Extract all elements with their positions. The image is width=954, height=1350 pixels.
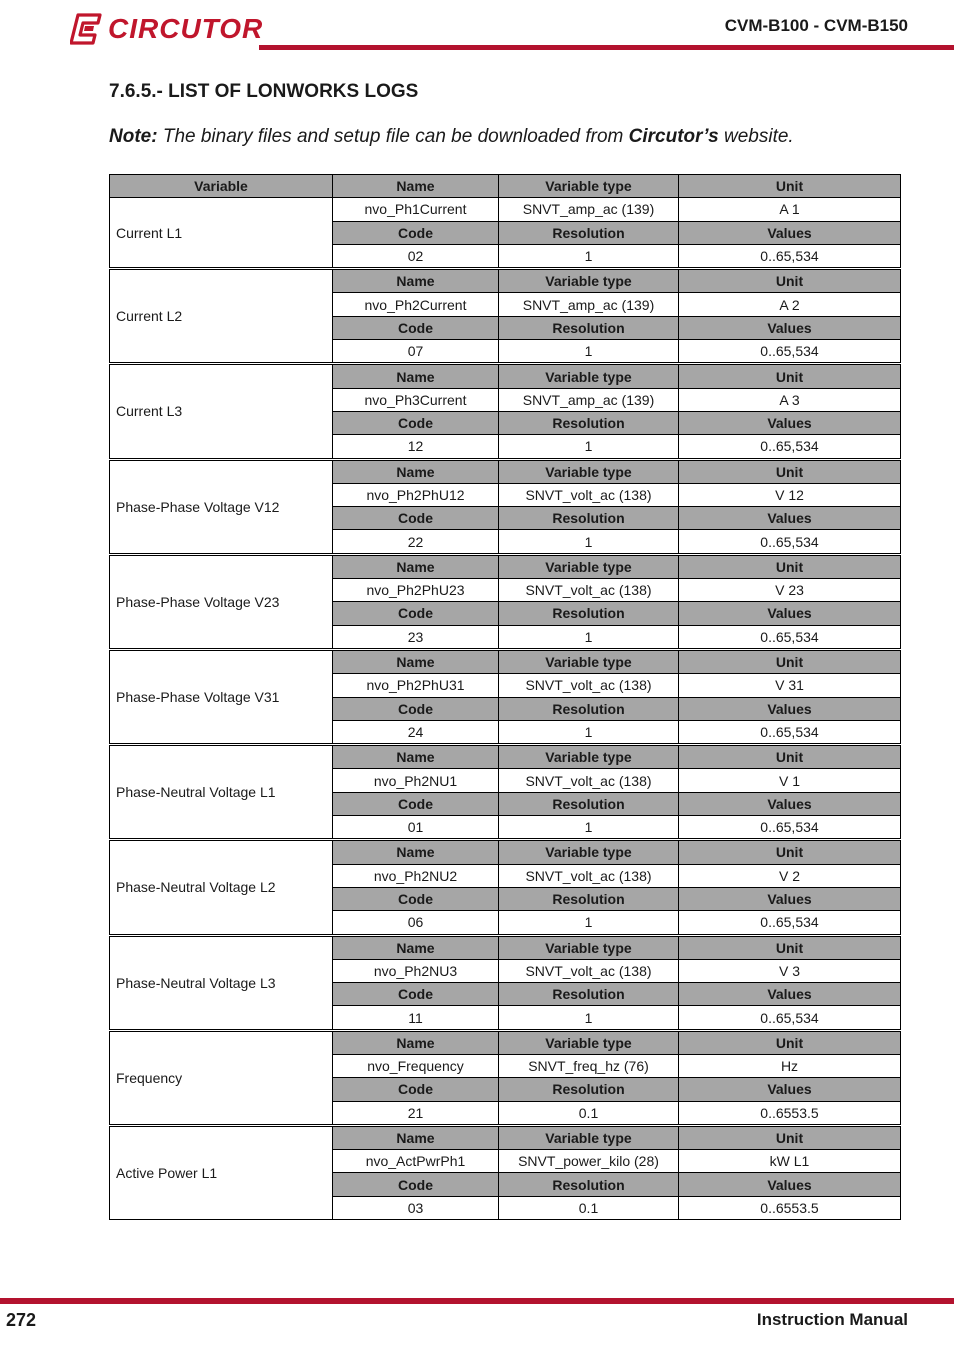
name-cell: nvo_Ph2Current <box>333 293 499 316</box>
resolution-header: Resolution <box>499 1173 679 1196</box>
code-cell: 06 <box>333 911 499 935</box>
variable-cell: Active Power L1 <box>110 1125 333 1219</box>
resolution-cell: 0.1 <box>499 1196 679 1219</box>
code-header: Code <box>333 983 499 1006</box>
unit-header: Unit <box>679 840 901 864</box>
values-cell: 0..65,534 <box>679 911 901 935</box>
values-cell: 0..6553.5 <box>679 1101 901 1125</box>
page-number: 272 <box>6 1310 37 1330</box>
name-header: Name <box>333 1030 499 1054</box>
values-cell: 0..6553.5 <box>679 1196 901 1219</box>
values-header: Values <box>679 983 901 1006</box>
unit-header: Unit <box>679 364 901 388</box>
note-label: Note: <box>109 126 158 147</box>
unit-cell: V 3 <box>679 959 901 982</box>
code-header: Code <box>333 411 499 434</box>
unit-header: Unit <box>679 935 901 959</box>
table-row <box>110 840 901 864</box>
variable-cell: Phase-Neutral Voltage L2 <box>110 840 333 935</box>
resolution-header: Resolution <box>499 983 679 1006</box>
name-cell: nvo_Frequency <box>333 1054 499 1077</box>
type-header: Variable type <box>499 269 679 293</box>
logo-text: CIRCUTOR <box>108 13 264 44</box>
unit-header: Unit <box>679 269 901 293</box>
resolution-header: Resolution <box>499 602 679 625</box>
table-row <box>110 935 901 959</box>
variable-header: Variable <box>110 175 333 198</box>
values-cell: 0..65,534 <box>679 625 901 649</box>
code-header: Code <box>333 221 499 244</box>
type-cell: SNVT_volt_ac (138) <box>499 959 679 982</box>
resolution-cell: 1 <box>499 911 679 935</box>
name-header: Name <box>333 554 499 578</box>
unit-header: Unit <box>679 1030 901 1054</box>
table-row <box>110 1030 901 1054</box>
unit-header: Unit <box>679 175 901 198</box>
note <box>109 126 794 148</box>
values-cell: 0..65,534 <box>679 530 901 554</box>
variable-cell: Current L3 <box>110 364 333 459</box>
name-header: Name <box>333 840 499 864</box>
values-cell: 0..65,534 <box>679 1006 901 1030</box>
code-cell: 23 <box>333 625 499 649</box>
resolution-header: Resolution <box>499 792 679 815</box>
name-header: Name <box>333 269 499 293</box>
type-cell: SNVT_volt_ac (138) <box>499 769 679 792</box>
unit-header: Unit <box>679 745 901 769</box>
variable-cell: Current L2 <box>110 269 333 364</box>
type-header: Variable type <box>499 649 679 673</box>
table-row <box>110 649 901 673</box>
resolution-cell: 0.1 <box>499 1101 679 1125</box>
resolution-cell: 1 <box>499 244 679 268</box>
type-cell: SNVT_volt_ac (138) <box>499 864 679 887</box>
code-cell: 07 <box>333 340 499 364</box>
name-header: Name <box>333 649 499 673</box>
values-cell: 0..65,534 <box>679 435 901 459</box>
name-cell: nvo_Ph3Current <box>333 388 499 411</box>
unit-cell: A 3 <box>679 388 901 411</box>
values-cell: 0..65,534 <box>679 244 901 268</box>
name-header: Name <box>333 745 499 769</box>
unit-cell: V 1 <box>679 769 901 792</box>
variable-cell: Frequency <box>110 1030 333 1125</box>
type-header: Variable type <box>499 1030 679 1054</box>
name-cell: nvo_ActPwrPh1 <box>333 1150 499 1173</box>
resolution-cell: 1 <box>499 530 679 554</box>
resolution-cell: 1 <box>499 720 679 744</box>
code-header: Code <box>333 602 499 625</box>
note-text-after: website. <box>718 126 794 147</box>
bottom-rule <box>0 1298 954 1304</box>
type-cell: SNVT_amp_ac (139) <box>499 198 679 221</box>
values-header: Values <box>679 792 901 815</box>
resolution-cell: 1 <box>499 340 679 364</box>
type-header: Variable type <box>499 745 679 769</box>
code-cell: 03 <box>333 1196 499 1219</box>
type-header: Variable type <box>499 364 679 388</box>
resolution-cell: 1 <box>499 435 679 459</box>
code-cell: 22 <box>333 530 499 554</box>
type-header: Variable type <box>499 935 679 959</box>
code-cell: 11 <box>333 1006 499 1030</box>
type-cell: SNVT_volt_ac (138) <box>499 579 679 602</box>
type-header: Variable type <box>499 554 679 578</box>
name-header: Name <box>333 935 499 959</box>
top-rule <box>259 45 954 50</box>
resolution-header: Resolution <box>499 221 679 244</box>
table-row <box>110 175 901 198</box>
variable-cell: Phase-Neutral Voltage L3 <box>110 935 333 1030</box>
code-header: Code <box>333 1173 499 1196</box>
values-cell: 0..65,534 <box>679 340 901 364</box>
unit-cell: V 23 <box>679 579 901 602</box>
resolution-header: Resolution <box>499 316 679 339</box>
unit-header: Unit <box>679 1125 901 1149</box>
manual-title: Instruction Manual <box>756 1310 908 1329</box>
name-cell: nvo_Ph2NU3 <box>333 959 499 982</box>
unit-cell: V 31 <box>679 674 901 697</box>
code-cell: 24 <box>333 720 499 744</box>
values-header: Values <box>679 316 901 339</box>
resolution-cell: 1 <box>499 625 679 649</box>
table-row <box>110 459 901 483</box>
type-cell: SNVT_amp_ac (139) <box>499 388 679 411</box>
name-header: Name <box>333 175 499 198</box>
variable-cell: Current L1 <box>110 198 333 269</box>
section-title: 7.6.5.- LIST OF LONWORKS LOGS <box>109 81 419 102</box>
values-header: Values <box>679 411 901 434</box>
model-title: CVM-B100 - CVM-B150 <box>724 16 908 35</box>
resolution-header: Resolution <box>499 697 679 720</box>
note-text-before: The binary files and setup file can be downloaded from <box>157 126 629 147</box>
name-header: Name <box>333 1125 499 1149</box>
table-row <box>110 745 901 769</box>
resolution-cell: 1 <box>499 816 679 840</box>
name-cell: nvo_Ph2NU1 <box>333 769 499 792</box>
note-brand: Circutor’s <box>628 126 719 147</box>
name-cell: nvo_Ph2PhU31 <box>333 674 499 697</box>
values-header: Values <box>679 602 901 625</box>
code-header: Code <box>333 887 499 910</box>
unit-header: Unit <box>679 459 901 483</box>
unit-cell: Hz <box>679 1054 901 1077</box>
code-header: Code <box>333 697 499 720</box>
name-cell: nvo_Ph2NU2 <box>333 864 499 887</box>
unit-cell: V 12 <box>679 483 901 506</box>
logs-table-body <box>110 175 901 1220</box>
type-header: Variable type <box>499 1125 679 1149</box>
variable-cell: Phase-Phase Voltage V12 <box>110 459 333 554</box>
variable-cell: Phase-Phase Voltage V31 <box>110 649 333 744</box>
unit-cell: kW L1 <box>679 1150 901 1173</box>
name-header: Name <box>333 364 499 388</box>
table-row <box>110 269 901 293</box>
type-cell: SNVT_power_kilo (28) <box>499 1150 679 1173</box>
unit-header: Unit <box>679 554 901 578</box>
type-header: Variable type <box>499 840 679 864</box>
name-cell: nvo_Ph2PhU23 <box>333 579 499 602</box>
code-cell: 12 <box>333 435 499 459</box>
variable-cell: Phase-Neutral Voltage L1 <box>110 745 333 840</box>
name-cell: nvo_Ph2PhU12 <box>333 483 499 506</box>
variable-cell: Phase-Phase Voltage V23 <box>110 554 333 649</box>
values-header: Values <box>679 887 901 910</box>
code-cell: 21 <box>333 1101 499 1125</box>
type-cell: SNVT_volt_ac (138) <box>499 674 679 697</box>
table-row <box>110 364 901 388</box>
code-cell: 02 <box>333 244 499 268</box>
unit-cell: V 2 <box>679 864 901 887</box>
type-cell: SNVT_freq_hz (76) <box>499 1054 679 1077</box>
table-row <box>110 1125 901 1149</box>
unit-cell: A 1 <box>679 198 901 221</box>
resolution-header: Resolution <box>499 1078 679 1101</box>
name-header: Name <box>333 459 499 483</box>
values-cell: 0..65,534 <box>679 720 901 744</box>
code-header: Code <box>333 792 499 815</box>
resolution-header: Resolution <box>499 507 679 530</box>
type-cell: SNVT_amp_ac (139) <box>499 293 679 316</box>
unit-cell: A 2 <box>679 293 901 316</box>
values-header: Values <box>679 697 901 720</box>
values-cell: 0..65,534 <box>679 816 901 840</box>
table-row <box>110 198 901 221</box>
code-header: Code <box>333 1078 499 1101</box>
name-cell: nvo_Ph1Current <box>333 198 499 221</box>
values-header: Values <box>679 221 901 244</box>
type-header: Variable type <box>499 175 679 198</box>
circutor-logo-icon <box>70 12 104 46</box>
resolution-header: Resolution <box>499 411 679 434</box>
resolution-cell: 1 <box>499 1006 679 1030</box>
values-header: Values <box>679 1173 901 1196</box>
code-header: Code <box>333 316 499 339</box>
unit-header: Unit <box>679 649 901 673</box>
type-header: Variable type <box>499 459 679 483</box>
values-header: Values <box>679 1078 901 1101</box>
table-row <box>110 554 901 578</box>
resolution-header: Resolution <box>499 887 679 910</box>
lonworks-logs-table <box>109 174 901 1220</box>
values-header: Values <box>679 507 901 530</box>
type-cell: SNVT_volt_ac (138) <box>499 483 679 506</box>
code-header: Code <box>333 507 499 530</box>
code-cell: 01 <box>333 816 499 840</box>
circutor-logo <box>70 10 263 48</box>
